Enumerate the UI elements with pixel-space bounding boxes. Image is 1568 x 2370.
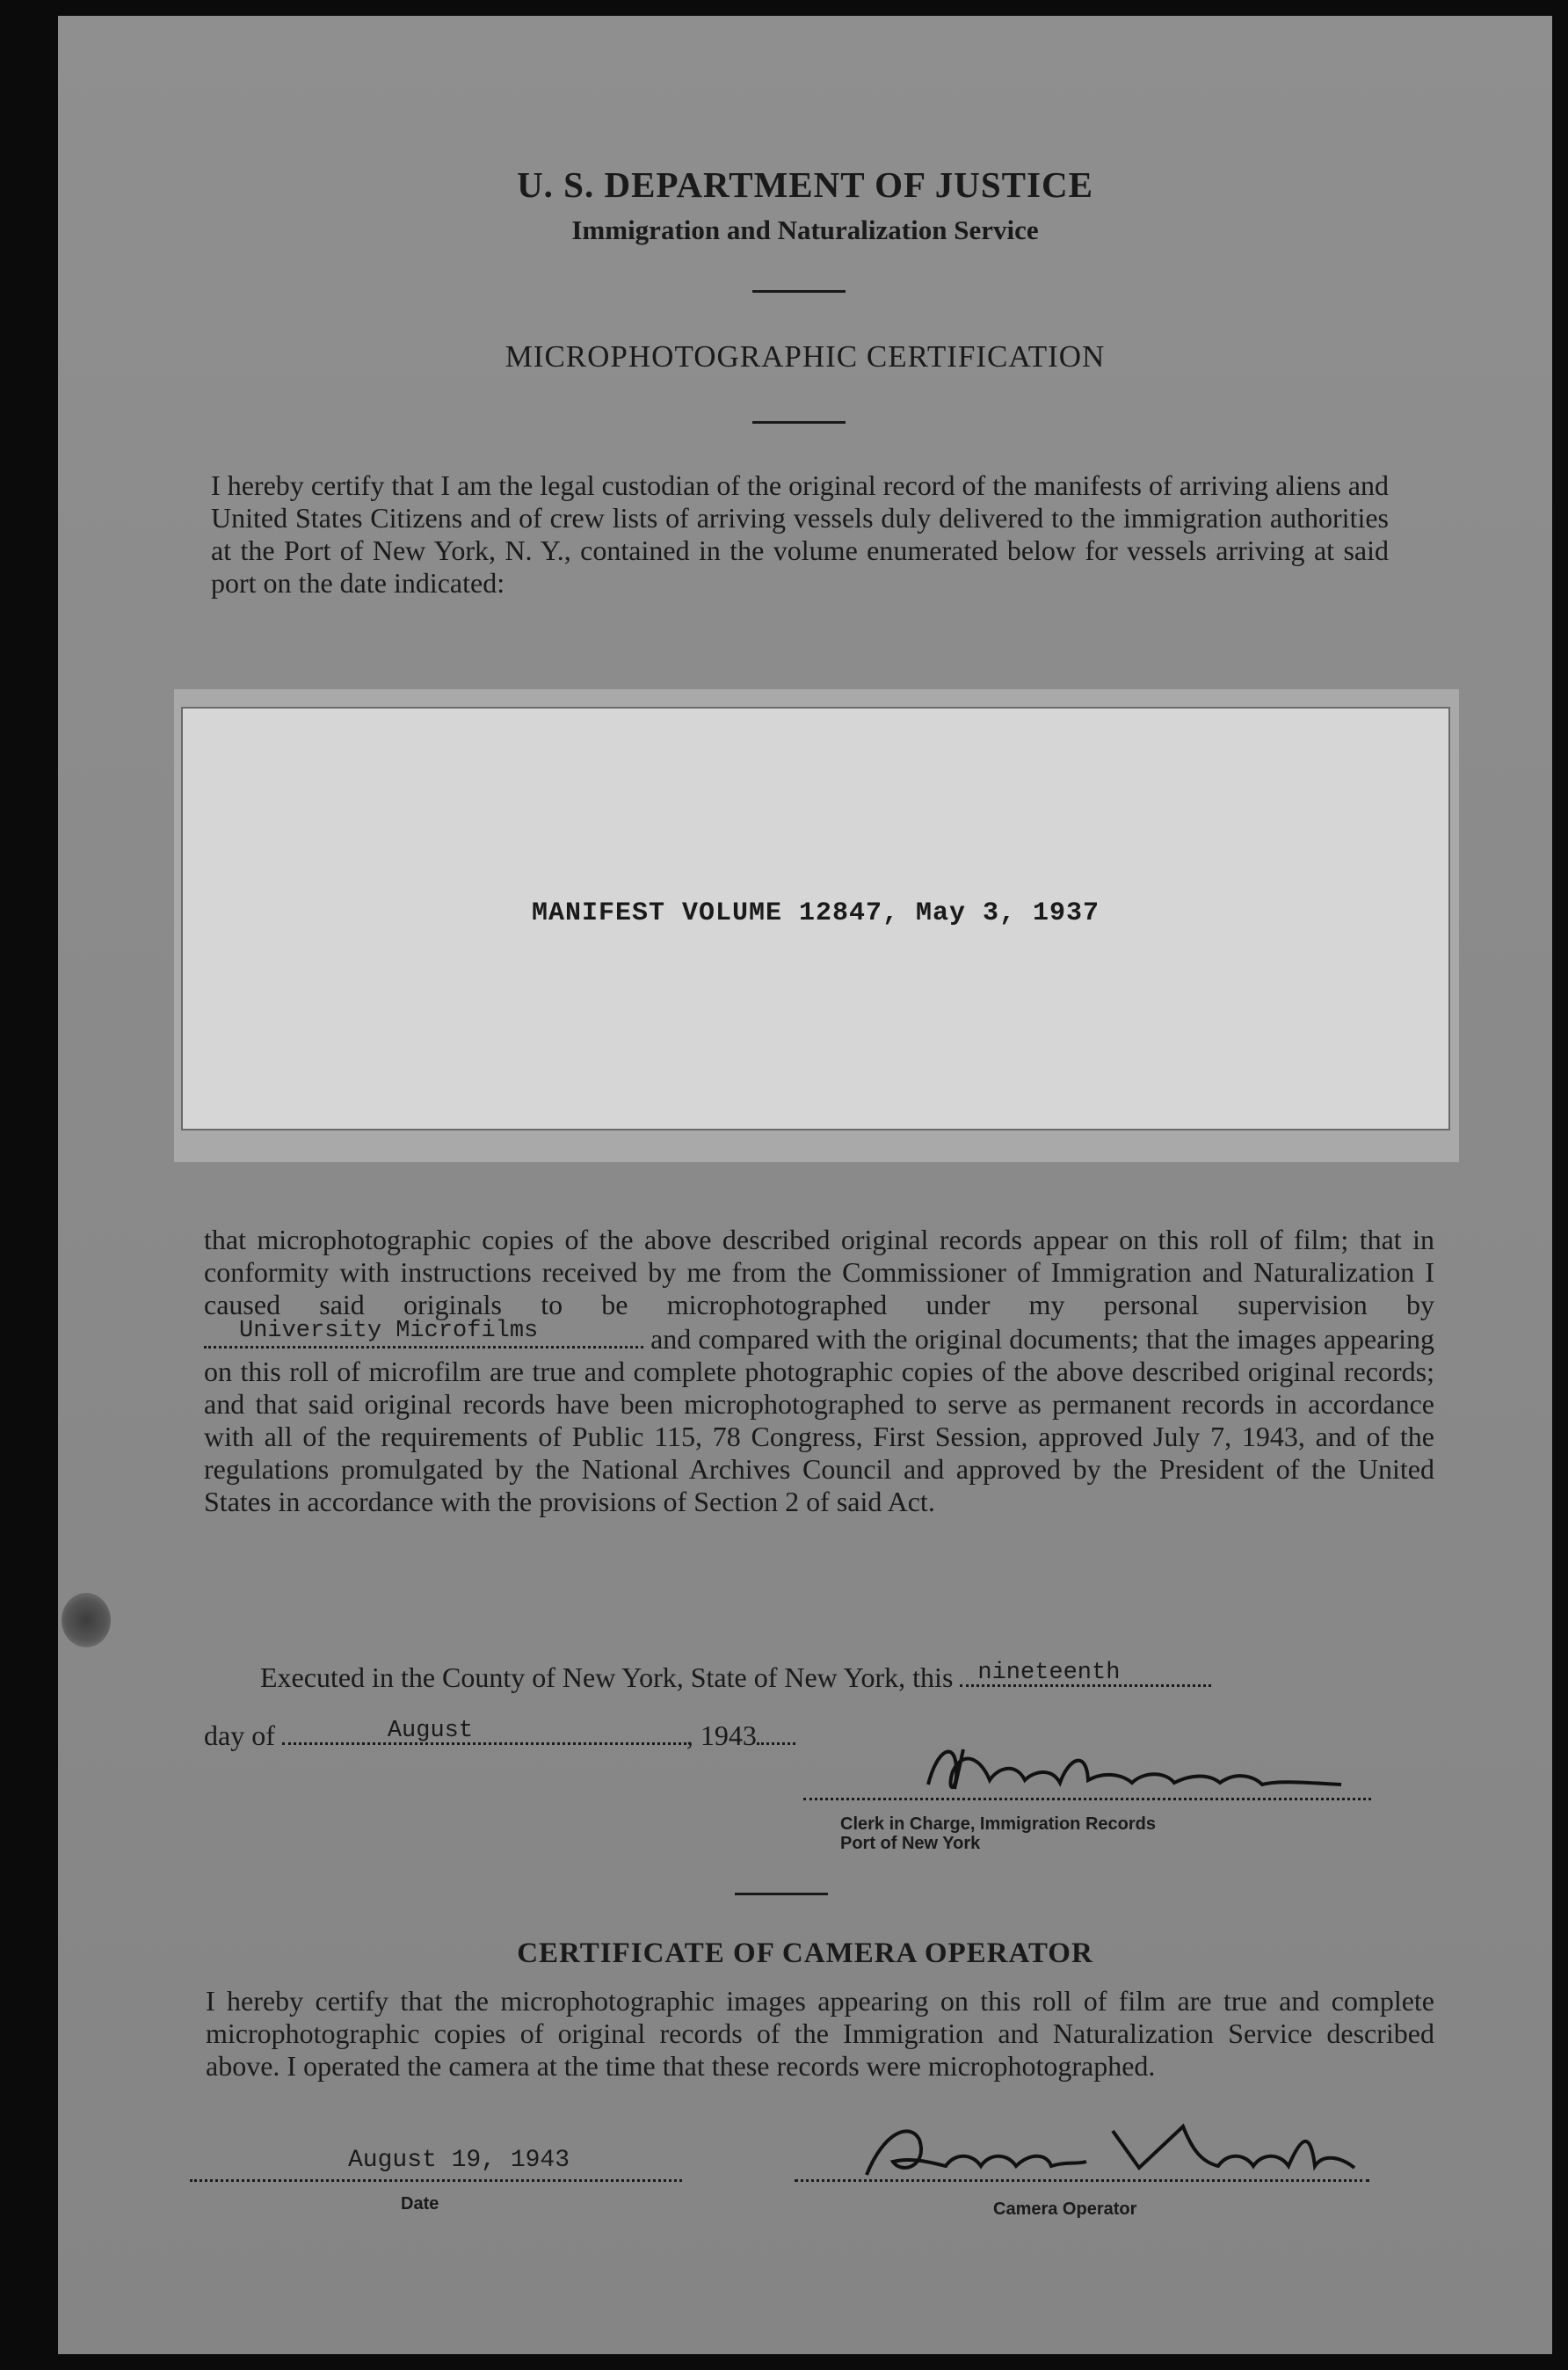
date-line: [204, 1718, 795, 1752]
manifest-volume-label: MANIFEST VOLUME 12847, May 3, 1937: [531, 898, 1100, 928]
operator-signature-graphic: [849, 2113, 1359, 2184]
divider: [735, 1893, 828, 1895]
camera-paragraph: I hereby certify that the microphotographic images appearing on this roll of film are true and complete microphotographic copies of original records of the Immigration and Naturalization Service described above. I operated the camera at the time that these records were microphotographed.: [206, 1985, 1434, 2082]
day-value: nineteenth: [977, 1660, 1121, 1686]
certification-title: MICROPHOTOGRAPHIC CERTIFICATION: [505, 339, 1106, 374]
execution-prefix: Executed in the County of New York, State of New York, this: [260, 1661, 954, 1693]
clerk-signature-line: [803, 1794, 1371, 1800]
year-text: , 1943: [686, 1719, 757, 1751]
divider: [752, 290, 846, 293]
month-value: August: [387, 1718, 474, 1744]
ink-smudge: [62, 1593, 111, 1647]
operator-signature-line: [795, 2176, 1369, 2182]
divider: [752, 421, 846, 424]
service-subtitle: Immigration and Naturalization Service: [571, 214, 1039, 245]
camera-operator-label: Camera Operator: [993, 2199, 1137, 2219]
day-field: [960, 1660, 1211, 1687]
clerk-signature-graphic: [902, 1732, 1359, 1802]
month-field: [282, 1718, 686, 1745]
body-text-part1: that microphotographic copies of the above described original records appear on this roll of film; that in conformity with instructions received by me from the Commissioner of Immigration and Naturalization I caused said originals to be microphotographed under my personal supervision by: [204, 1224, 1434, 1320]
date-signature-line: [190, 2176, 682, 2182]
body-text-part2: and compared with the original documents; that the images appearing on this roll of microfilm are true and complete photographic copies of the above described original records; and that said original records have been microphotographed to serve as permanent records in accordance with all of the requirements of Public 115, 78 Congress, First Session, approved July 7, 1943, and of the regulations promulgated by the National Archives Council and approved by the President of the United States in accordance with the provisions of Section 2 of said Act.: [204, 1323, 1435, 1517]
clerk-title-line1: Clerk in Charge, Immigration Records: [840, 1814, 1156, 1834]
year-trailing-dots: [757, 1718, 795, 1745]
intro-paragraph: I hereby certify that I am the legal custodian of the original record of the manifests of arriving aliens and United States Citizens and of crew lists of arriving vessels duly delivered to the immigration authorities at the Port of New York, N. Y., contained in the volume enumerated below for vessels arriving at said port on the date indicated:: [211, 469, 1389, 599]
clerk-title: [840, 1814, 1156, 1853]
day-of-label: day of: [204, 1719, 275, 1751]
camera-certificate-title: CERTIFICATE OF CAMERA OPERATOR: [517, 1937, 1093, 1969]
department-title: U. S. DEPARTMENT OF JUSTICE: [517, 164, 1093, 205]
supervisor-value: University Microfilms: [239, 1318, 539, 1344]
document-page: [58, 16, 1552, 2354]
date-label: Date: [401, 2194, 439, 2214]
body-paragraph: [204, 1224, 1434, 1518]
clerk-title-line2: Port of New York: [840, 1834, 981, 1853]
execution-line: [260, 1660, 1211, 1694]
supervisor-field: [204, 1318, 643, 1349]
date-value: August 19, 1943: [348, 2147, 570, 2174]
manifest-card: [181, 707, 1450, 1130]
